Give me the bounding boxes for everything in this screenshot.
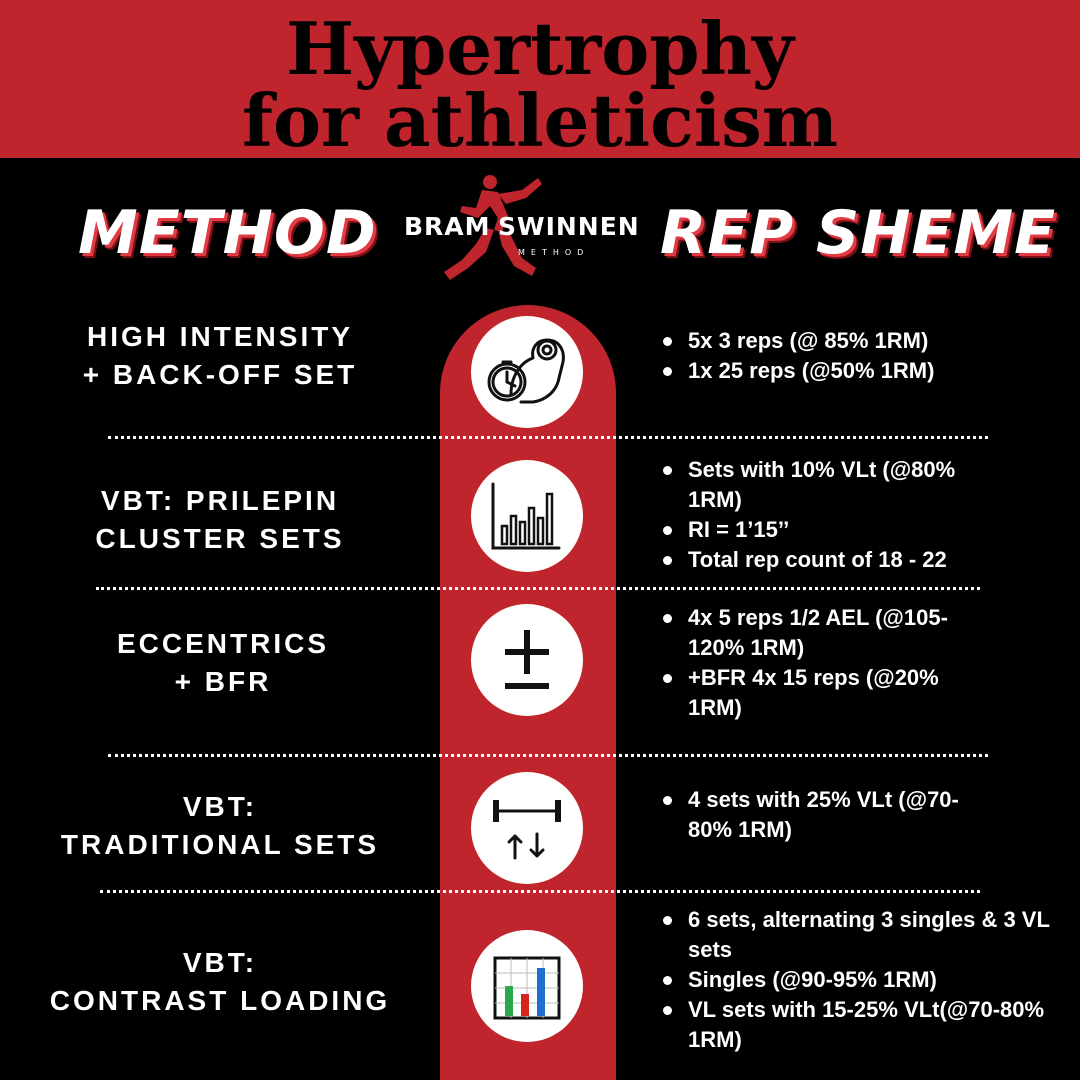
barbell-arrows-icon bbox=[471, 772, 583, 884]
bullet: 5x 3 reps (@ 85% 1RM) bbox=[660, 326, 934, 356]
row-divider bbox=[100, 890, 980, 893]
row-divider bbox=[108, 436, 988, 439]
method-row-2-line-2: CLUSTER SETS bbox=[95, 523, 345, 554]
method-row-2 bbox=[0, 482, 440, 558]
rep-scheme-row-1 bbox=[660, 326, 934, 386]
method-row-5 bbox=[0, 944, 440, 1020]
method-row-3-line-2: + BFR bbox=[174, 666, 272, 697]
logo-text-bram: BRAM bbox=[404, 212, 491, 241]
bullet: Singles (@90-95% 1RM) bbox=[660, 965, 1060, 995]
method-row-1-line-2: + BACK-OFF SET bbox=[82, 359, 358, 390]
rep-scheme-row-5 bbox=[660, 905, 1060, 1055]
method-row-3-line-1: ECCENTRICS bbox=[116, 628, 329, 659]
method-row-3 bbox=[0, 625, 446, 701]
method-row-4-line-2: TRADITIONAL SETS bbox=[60, 829, 380, 860]
bullet: 1x 25 reps (@50% 1RM) bbox=[660, 356, 934, 386]
method-row-5-line-2: CONTRAST LOADING bbox=[49, 985, 391, 1016]
bullet: Sets with 10% VLt (@80% 1RM) bbox=[660, 455, 980, 515]
logo bbox=[398, 172, 640, 284]
bullet: +BFR 4x 15 reps (@20% 1RM) bbox=[660, 663, 980, 723]
bullet: 6 sets, alternating 3 singles & 3 VL sets bbox=[660, 905, 1060, 965]
bullet: Total rep count of 18 - 22 bbox=[660, 545, 980, 575]
bullet: 4x 5 reps 1/2 AEL (@105-120% 1RM) bbox=[660, 603, 980, 663]
logo-text-swinnen: SWINNEN bbox=[498, 212, 640, 241]
method-row-1-line-1: HIGH INTENSITY bbox=[86, 321, 353, 352]
page-title-line-1: Hypertrophy bbox=[286, 6, 794, 91]
rep-scheme-row-3 bbox=[660, 603, 980, 723]
row-divider bbox=[108, 754, 988, 757]
method-row-5-line-1: VBT: bbox=[182, 947, 258, 978]
row-divider bbox=[96, 587, 980, 590]
method-heading: METHOD bbox=[78, 198, 377, 268]
rep-scheme-heading: REP SHEME bbox=[660, 198, 1057, 268]
method-row-4 bbox=[0, 788, 440, 864]
rep-scheme-row-2 bbox=[660, 455, 980, 575]
page-title-line-2: for athleticism bbox=[242, 78, 838, 163]
bullet: 4 sets with 25% VLt (@70-80% 1RM) bbox=[660, 785, 1000, 845]
rep-scheme-row-4 bbox=[660, 785, 1000, 845]
bar-chart-icon bbox=[471, 460, 583, 572]
stopwatch-bicep-icon bbox=[471, 316, 583, 428]
bullet: VL sets with 15-25% VLt(@70-80% 1RM) bbox=[660, 995, 1060, 1055]
bullet: RI = 1’15’’ bbox=[660, 515, 980, 545]
plus-minus-icon bbox=[471, 604, 583, 716]
colored-bar-chart-icon bbox=[471, 930, 583, 1042]
method-row-1 bbox=[0, 318, 440, 394]
method-row-4-line-1: VBT: bbox=[182, 791, 258, 822]
method-row-2-line-1: VBT: PRILEPIN bbox=[100, 485, 340, 516]
logo-subtitle: METHOD bbox=[518, 248, 590, 257]
